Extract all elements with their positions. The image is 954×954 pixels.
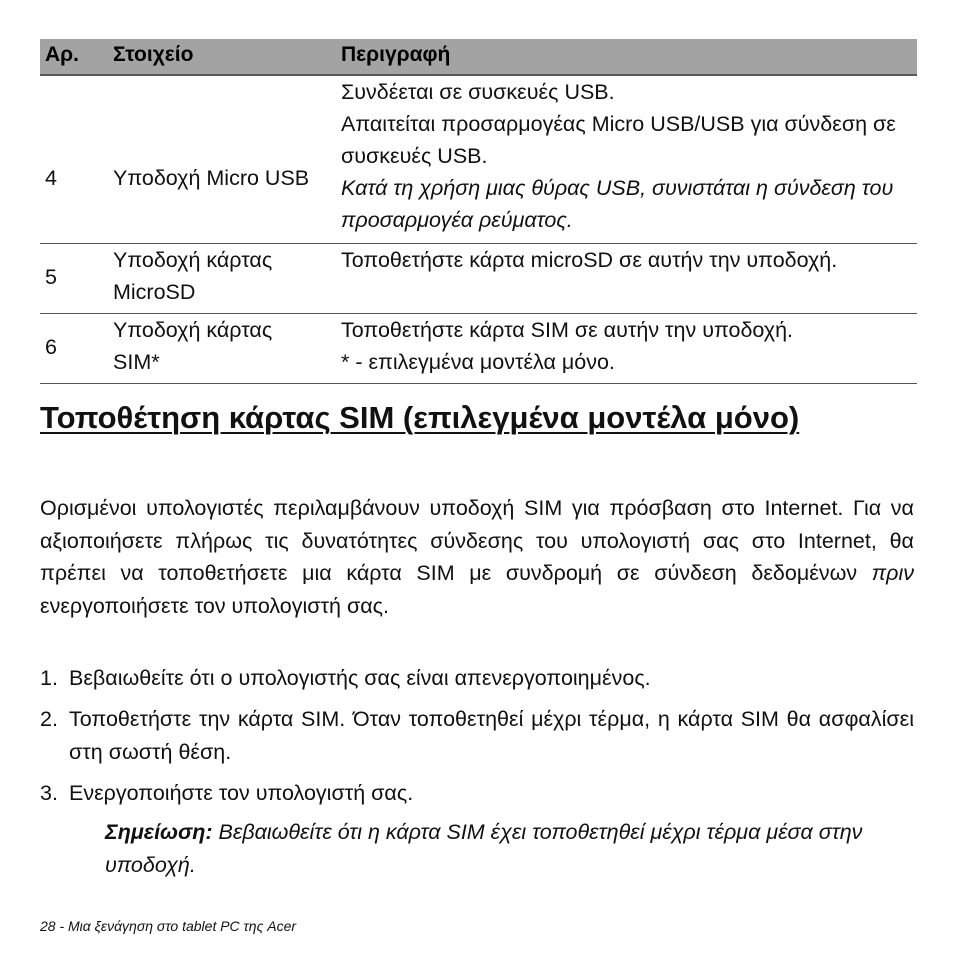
table-row <box>40 244 917 314</box>
intro-paragraph <box>40 492 914 622</box>
section-title: Τοποθέτηση κάρτας SIM (επιλεγμένα μοντέλα μόνο) <box>40 400 800 435</box>
intro-text: Ορισμένοι υπολογιστές περιλαμβάνουν υποδοχή SIM για πρόσβαση στο Internet. Για να αξιοποιήσετε πλήρως τις δυνατότητες σύνδεσης του υπολογιστή σας στο Internet, θα πρέπει να τοποθετήσετε μια κάρτα SIM με συνδρομή σε σύνδεση δεδομένων <box>40 496 914 585</box>
step-text: Βεβαιωθείτε ότι ο υπολογιστής σας είναι απενεργοποιημένος. <box>69 666 651 690</box>
row-item: Υποδοχή Micro USB <box>113 166 310 190</box>
row-item: Υποδοχή κάρτας MicroSD <box>113 248 273 304</box>
table-header <box>40 39 917 76</box>
intro-text-end: ενεργοποιήσετε τον υπολογιστή σας. <box>40 593 390 618</box>
description-note: Κατά τη χρήση μιας θύρας USB, συνιστάται η σύνδεση του προσαρμογέα ρεύματος. <box>341 176 894 232</box>
list-item <box>40 703 914 768</box>
column-header-description: Περιγραφή <box>341 43 451 66</box>
column-header-item: Στοιχείο <box>113 43 194 66</box>
table-row <box>40 76 917 244</box>
column-header-number: Αρ. <box>45 43 79 66</box>
description-line: Συνδέεται σε συσκευές USB. <box>341 80 615 104</box>
page-footer: 28 - Μια ξενάγηση στο tablet PC της Acer <box>40 918 297 934</box>
row-description <box>341 76 917 236</box>
list-item <box>40 777 914 810</box>
step-number: 2. <box>40 707 58 731</box>
description-line: * - επιλεγμένα μοντέλα μόνο. <box>341 350 615 374</box>
step-number: 1. <box>40 666 58 690</box>
row-description: Τοποθετήστε κάρτα microSD σε αυτήν την υποδοχή. <box>341 248 838 272</box>
note-text: Βεβαιωθείτε ότι η κάρτα SIM έχει τοποθετηθεί μέχρι τέρμα μέσα στην υποδοχή. <box>105 820 863 877</box>
step-text: Ενεργοποιήστε τον υπολογιστή σας. <box>69 781 414 805</box>
table-row <box>40 314 917 384</box>
row-number: 6 <box>45 335 57 359</box>
note <box>105 816 917 881</box>
intro-emphasis: πριν <box>871 561 914 585</box>
note-label: Σημείωση: <box>105 820 213 844</box>
row-description <box>341 314 917 378</box>
description-line: Τοποθετήστε κάρτα SIM σε αυτήν την υποδοχή. <box>341 318 794 342</box>
row-item: Υποδοχή κάρτας SIM* <box>113 318 273 374</box>
row-number: 4 <box>45 166 57 190</box>
step-number: 3. <box>40 781 58 805</box>
row-number: 5 <box>45 265 57 289</box>
step-text: Τοποθετήστε την κάρτα SIM. Όταν τοποθετηθεί μέχρι τέρμα, η κάρτα SIM θα ασφαλίσει στη σωστή θέση. <box>69 707 914 764</box>
description-line: Απαιτείται προσαρμογέας Micro USB/USB για σύνδεση σε συσκευές USB. <box>341 112 896 168</box>
component-table <box>40 39 917 384</box>
list-item <box>40 662 914 695</box>
